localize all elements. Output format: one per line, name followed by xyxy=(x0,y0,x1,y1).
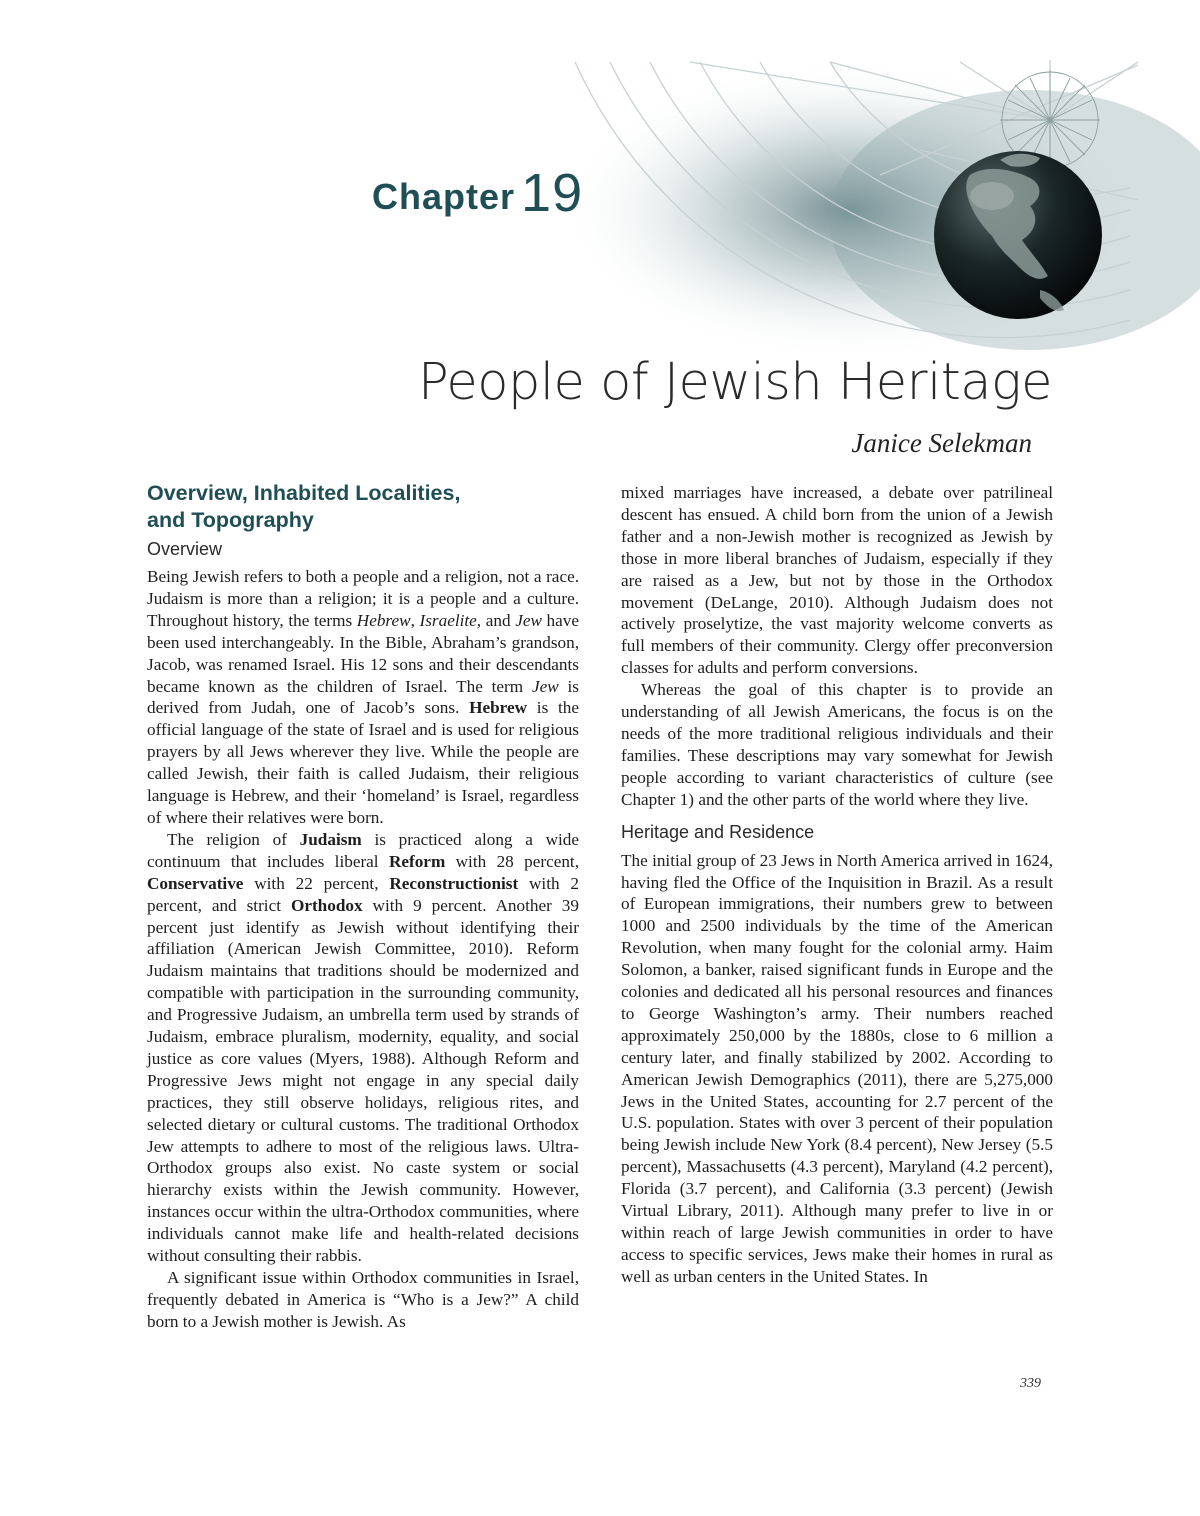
left-column xyxy=(147,480,579,1333)
chapter-header-artwork xyxy=(0,0,1200,360)
chapter-number: 19 xyxy=(521,163,584,223)
section-heading-line1: Overview, Inhabited Localities, xyxy=(147,481,461,505)
section-heading-line2: and Topography xyxy=(147,508,314,532)
chapter-title: People of Jewish Heritage xyxy=(417,353,1052,412)
overview-paragraph-3: A significant issue within Orthodox communities in Israel, frequently debated in America is “Who is a Jew?” A child born to a Jewish mother is Jewish. As xyxy=(147,1268,579,1331)
overview-subheading: Overview xyxy=(147,539,223,559)
chapter-author: Janice Selekman xyxy=(851,428,1032,458)
heritage-subheading: Heritage and Residence xyxy=(621,821,815,842)
section-heading xyxy=(147,480,579,534)
overview-paragraph-1: Being Jewish refers to both a people and a religion, not a race. Judaism is more than a religion; it is a people and a culture. Throughout history, the terms Hebrew, Israelite, and Jew have been used interchangeably. In the Bible, Abraham’s grandson, Jacob, was renamed Israel. His 12 sons and their descendants became known as the children of Israel. The term Jew is derived from Judah, one of Jacob’s sons. Hebrew is the official language of the state of Israel and is used for religious prayers by all Jews wherever they live. While the people are called Jewish, their faith is called Judaism, their religious language is Hebrew, and their ‘homeland’ is Israel, regardless of where their relatives were born. xyxy=(147,567,579,827)
chapter-label: Chapter xyxy=(372,176,516,217)
page-number: 339 xyxy=(1020,1376,1041,1391)
chapter-heading xyxy=(372,160,583,222)
right-paragraph-1: mixed marriages have increased, a debate over patrilineal descent has ensued. A child born from the union of a Jewish father and a non-Jewish mother is recognized as Jewish by those in more liberal branches of Judaism, especially if they are raised as a Jew, but not by those in the Orthodox movement (DeLange, 2010). Although Judaism does not actively proselytize, the vast majority welcome converts as full members of their community. Clergy offer preconversion classes for adults and perform conversions. xyxy=(621,483,1053,678)
right-column xyxy=(621,482,1053,1288)
right-paragraph-2: Whereas the goal of this chapter is to provide an understanding of all Jewish Americans, the focus is on the needs of the more traditional religious individuals and their families. These descriptions may vary somewhat for Jewish people according to variant characteristics of culture (see Chapter 1) and the other parts of the world where they live. xyxy=(621,680,1053,809)
heritage-paragraph: The initial group of 23 Jews in North America arrived in 1624, having fled the Office of the Inquisition in Brazil. As a result of European immigrations, their numbers grew to between 1000 and 2500 individuals by the time of the American Revolution, when many fought for the colonial army. Haim Solomon, a banker, raised significant funds in Europe and the colonies and dedicated all his personal resources and finances to George Washington’s army. Their numbers reached approximately 250,000 by the 1880s, close to 6 million a century later, and finally stabilized by 2002. According to American Jewish Demographics (2011), there are 5,275,000 Jews in the United States, accounting for 2.7 percent of the U.S. population. States with over 3 percent of their population being Jewish include New York (8.4 percent), New Jersey (5.5 percent), Massachusetts (4.3 percent), Maryland (4.2 percent), Florida (3.7 percent), and California (3.3 percent) (Jewish Virtual Library, 2011). Although many prefer to live in or within reach of large Jewish communities in order to have access to specific services, Jews make their homes in rural as well as urban centers in the United States. In xyxy=(621,850,1053,1286)
overview-paragraph-2: The religion of Judaism is practiced along a wide continuum that includes liberal Reform with 28 percent, Conservative with 22 percent, Reconstructionist with 2 percent, and strict Orthodox with 9 percent. Another 39 percent just identify as Jewish without identifying their affiliation (American Jewish Committee, 2010). Reform Judaism maintains that traditions should be modernized and compatible with participation in the surrounding community, and Progressive Judaism, an umbrella term used by strands of Judaism, embrace pluralism, modernity, equality, and social justice as core values (Myers, 1988). Although Reform and Progressive Jews might not engage in any special daily practices, they still observe holidays, religious rites, and selected dietary or cultural customs. The traditional Orthodox Jew attempts to adhere to most of the religious laws. Ultra-Orthodox groups also exist. No caste system or social hierarchy exists within the Jewish community. However, instances occur within the ultra-Orthodox communities, where individuals cannot make life and health-related decisions without consulting their rabbis. xyxy=(147,829,579,1266)
